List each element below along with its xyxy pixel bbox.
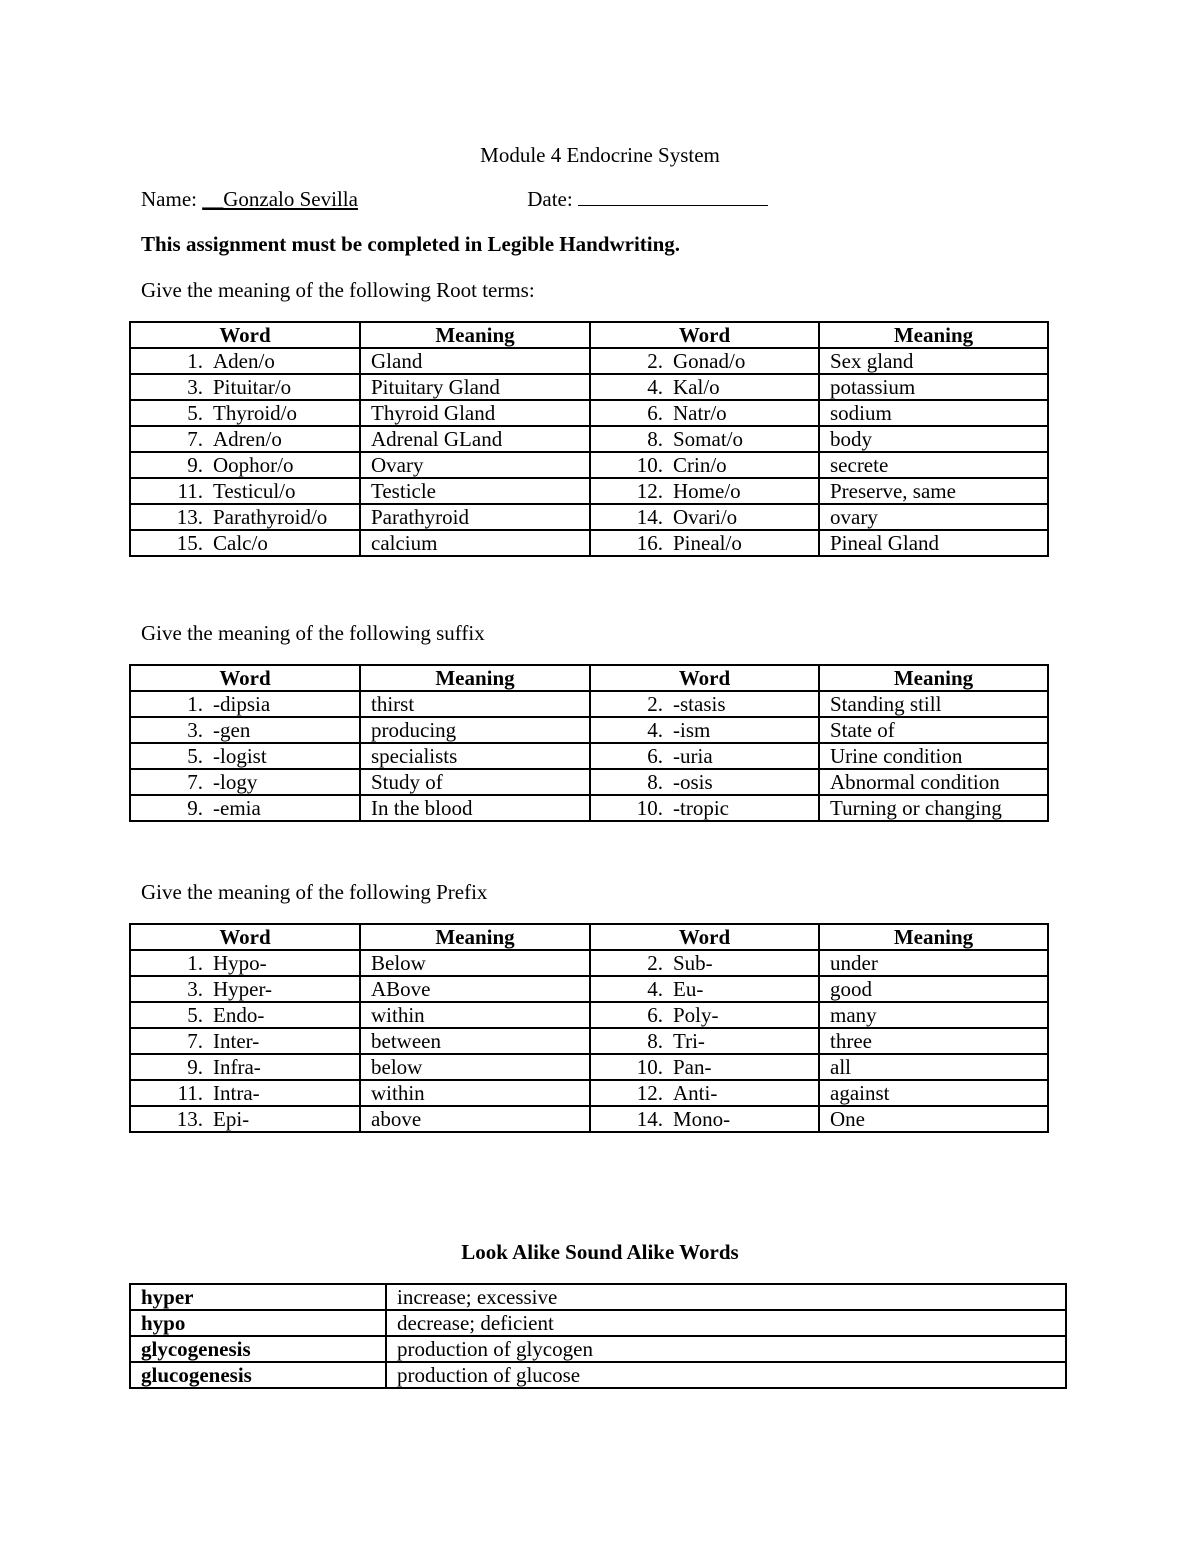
term-text: Endo- [213, 1003, 265, 1027]
meaning-cell[interactable]: Standing still [819, 691, 1048, 717]
word-cell [130, 478, 360, 504]
item-number: 7. [187, 427, 203, 451]
term-text: -osis [673, 770, 713, 794]
word-cell [130, 950, 360, 976]
term-text: Hypo- [213, 951, 267, 975]
item-number: 3. [187, 718, 203, 742]
lasa-term: hyper [130, 1284, 386, 1310]
table-row [130, 426, 1048, 452]
word-cell [590, 795, 819, 821]
item-number: 5. [187, 1003, 203, 1027]
term-text: Hyper- [213, 977, 273, 1001]
meaning-cell[interactable]: Pineal Gland [819, 530, 1048, 556]
prefixes-prompt: Give the meaning of the following Prefix [141, 880, 488, 904]
word-cell [130, 1028, 360, 1054]
word-cell [130, 1002, 360, 1028]
term-text: Anti- [673, 1081, 718, 1105]
item-number: 8. [647, 1029, 663, 1053]
table-row [130, 478, 1048, 504]
table-row [130, 1362, 1066, 1388]
term-text: Pineal/o [673, 531, 742, 555]
table-row [130, 1284, 1066, 1310]
word-cell [590, 743, 819, 769]
word-cell [130, 452, 360, 478]
meaning-cell[interactable]: producing [360, 717, 590, 743]
meaning-cell[interactable]: calcium [360, 530, 590, 556]
term-text: Mono- [673, 1107, 731, 1131]
term-text: Aden/o [213, 349, 275, 373]
roots-prompt: Give the meaning of the following Root terms: [141, 278, 535, 302]
item-number: 4. [647, 977, 663, 1001]
word-cell [590, 1080, 819, 1106]
item-number: 9. [187, 1055, 203, 1079]
word-cell [590, 769, 819, 795]
meaning-cell[interactable]: ABove [360, 976, 590, 1002]
item-number: 2. [647, 951, 663, 975]
word-cell [590, 348, 819, 374]
meaning-cell[interactable]: Turning or changing [819, 795, 1048, 821]
item-number: 4. [647, 375, 663, 399]
suffixes-table [129, 664, 1049, 822]
word-cell [590, 400, 819, 426]
item-number: 8. [647, 770, 663, 794]
term-text: Infra- [213, 1055, 261, 1079]
meaning-cell[interactable]: thirst [360, 691, 590, 717]
lasa-meaning: decrease; deficient [386, 1310, 1066, 1336]
lasa-title: Look Alike Sound Alike Words [461, 1240, 739, 1264]
word-header: Word [590, 665, 819, 691]
word-cell [130, 717, 360, 743]
meaning-cell[interactable]: under [819, 950, 1048, 976]
header-row [130, 924, 1048, 950]
item-number: 11. [177, 479, 203, 503]
term-text: Parathyroid/o [213, 505, 328, 529]
word-header: Word [130, 924, 360, 950]
item-number: 14. [636, 505, 663, 529]
suffixes-prompt: Give the meaning of the following suffix [141, 621, 485, 645]
item-number: 3. [187, 375, 203, 399]
lasa-table [129, 1283, 1067, 1389]
term-text: -tropic [673, 796, 729, 820]
item-number: 3. [187, 977, 203, 1001]
meaning-header: Meaning [819, 924, 1048, 950]
meaning-header: Meaning [360, 322, 590, 348]
word-cell [130, 426, 360, 452]
lasa-meaning: increase; excessive [386, 1284, 1066, 1310]
term-text: Sub- [673, 951, 713, 975]
item-number: 11. [177, 1081, 203, 1105]
term-text: -gen [213, 718, 251, 742]
word-cell [590, 374, 819, 400]
meaning-header: Meaning [360, 665, 590, 691]
meaning-cell[interactable]: Preserve, same [819, 478, 1048, 504]
word-cell [130, 976, 360, 1002]
term-text: Pituitar/o [213, 375, 292, 399]
lasa-meaning: production of glucose [386, 1362, 1066, 1388]
table-row [130, 530, 1048, 556]
word-cell [590, 1028, 819, 1054]
item-number: 7. [187, 1029, 203, 1053]
meaning-cell[interactable]: between [360, 1028, 590, 1054]
word-cell [130, 504, 360, 530]
table-row [130, 1310, 1066, 1336]
meaning-cell[interactable]: Abnormal condition [819, 769, 1048, 795]
term-text: Calc/o [213, 531, 268, 555]
meaning-cell[interactable]: In the blood [360, 795, 590, 821]
item-number: 12. [636, 479, 663, 503]
word-header: Word [130, 665, 360, 691]
term-text: -logy [213, 770, 258, 794]
meaning-cell[interactable]: Parathyroid [360, 504, 590, 530]
meaning-cell[interactable]: Gland [360, 348, 590, 374]
term-text: Crin/o [673, 453, 727, 477]
meaning-cell[interactable]: sodium [819, 400, 1048, 426]
item-number: 2. [647, 349, 663, 373]
term-text: Natr/o [673, 401, 727, 425]
item-number: 12. [636, 1081, 663, 1105]
term-text: Testicul/o [213, 479, 296, 503]
table-row [130, 452, 1048, 478]
meaning-cell[interactable]: against [819, 1080, 1048, 1106]
name-field[interactable] [202, 187, 522, 211]
word-cell [130, 1054, 360, 1080]
meaning-cell[interactable]: three [819, 1028, 1048, 1054]
item-number: 16. [636, 531, 663, 555]
name-label: Name: [141, 187, 197, 211]
item-number: 6. [647, 1003, 663, 1027]
table-row [130, 795, 1048, 821]
word-cell [590, 950, 819, 976]
term-text: Adren/o [213, 427, 282, 451]
item-number: 10. [636, 796, 663, 820]
term-text: -dipsia [213, 692, 271, 716]
word-cell [590, 426, 819, 452]
table-row [130, 717, 1048, 743]
prefixes-table [129, 923, 1049, 1133]
word-cell [590, 717, 819, 743]
meaning-cell[interactable]: within [360, 1080, 590, 1106]
item-number: 7. [187, 770, 203, 794]
header-row [130, 322, 1048, 348]
term-text: Eu- [673, 977, 704, 1001]
lasa-term: hypo [130, 1310, 386, 1336]
meaning-cell[interactable]: specialists [360, 743, 590, 769]
table-row [130, 950, 1048, 976]
word-cell [590, 452, 819, 478]
table-row [130, 1336, 1066, 1362]
table-row [130, 743, 1048, 769]
table-row [130, 976, 1048, 1002]
meaning-cell[interactable]: One [819, 1106, 1048, 1132]
word-cell [130, 795, 360, 821]
term-text: Kal/o [673, 375, 720, 399]
item-number: 1. [187, 692, 203, 716]
item-number: 6. [647, 401, 663, 425]
meaning-cell[interactable]: above [360, 1106, 590, 1132]
meaning-cell[interactable]: Urine condition [819, 743, 1048, 769]
term-text: Gonad/o [673, 349, 746, 373]
word-header: Word [130, 322, 360, 348]
term-text: Epi- [213, 1107, 250, 1131]
term-text: Poly- [673, 1003, 719, 1027]
meaning-cell[interactable]: Ovary [360, 452, 590, 478]
meaning-cell[interactable]: body [819, 426, 1048, 452]
meaning-cell[interactable]: below [360, 1054, 590, 1080]
meaning-cell[interactable]: State of [819, 717, 1048, 743]
term-text: Ovari/o [673, 505, 738, 529]
word-cell [590, 478, 819, 504]
meaning-cell[interactable]: within [360, 1002, 590, 1028]
roots-table [129, 321, 1049, 557]
meaning-cell[interactable]: Pituitary Gland [360, 374, 590, 400]
word-cell [590, 504, 819, 530]
item-number: 14. [636, 1107, 663, 1131]
word-cell [130, 769, 360, 795]
table-row [130, 1028, 1048, 1054]
word-cell [130, 1106, 360, 1132]
meaning-cell[interactable]: potassium [819, 374, 1048, 400]
word-cell [130, 400, 360, 426]
term-text: -stasis [673, 692, 726, 716]
page-title: Module 4 Endocrine System [480, 143, 720, 167]
meaning-cell[interactable]: secrete [819, 452, 1048, 478]
word-cell [590, 1002, 819, 1028]
name-date-line [141, 187, 768, 212]
item-number: 1. [187, 951, 203, 975]
item-number: 8. [647, 427, 663, 451]
table-row [130, 769, 1048, 795]
meaning-cell[interactable]: Below [360, 950, 590, 976]
table-row [130, 1106, 1048, 1132]
table-row [130, 348, 1048, 374]
meaning-cell[interactable]: Sex gland [819, 348, 1048, 374]
meaning-header: Meaning [360, 924, 590, 950]
item-number: 5. [187, 401, 203, 425]
word-header: Word [590, 322, 819, 348]
item-number: 10. [636, 1055, 663, 1079]
term-text: -ism [673, 718, 711, 742]
meaning-cell[interactable]: Thyroid Gland [360, 400, 590, 426]
word-cell [590, 691, 819, 717]
item-number: 6. [647, 744, 663, 768]
lasa-meaning: production of glycogen [386, 1336, 1066, 1362]
table-row [130, 1054, 1048, 1080]
lasa-term: glycogenesis [130, 1336, 386, 1362]
lasa-term: glucogenesis [130, 1362, 386, 1388]
meaning-cell[interactable]: good [819, 976, 1048, 1002]
term-text: Pan- [673, 1055, 712, 1079]
term-text: Inter- [213, 1029, 260, 1053]
item-number: 13. [176, 1107, 203, 1131]
table-row [130, 504, 1048, 530]
word-cell [590, 530, 819, 556]
item-number: 1. [187, 349, 203, 373]
meaning-cell[interactable]: Testicle [360, 478, 590, 504]
meaning-cell[interactable]: all [819, 1054, 1048, 1080]
meaning-cell[interactable]: many [819, 1002, 1048, 1028]
item-number: 10. [636, 453, 663, 477]
term-text: Tri- [673, 1029, 705, 1053]
table-row [130, 400, 1048, 426]
meaning-header: Meaning [819, 322, 1048, 348]
word-cell [590, 1106, 819, 1132]
word-cell [590, 976, 819, 1002]
word-cell [590, 1054, 819, 1080]
table-row [130, 1080, 1048, 1106]
meaning-cell[interactable]: Study of [360, 769, 590, 795]
meaning-cell[interactable]: ovary [819, 504, 1048, 530]
word-cell [130, 374, 360, 400]
item-number: 9. [187, 453, 203, 477]
term-text: Oophor/o [213, 453, 294, 477]
instruction-text: This assignment must be completed in Legible Handwriting. [141, 232, 681, 256]
item-number: 5. [187, 744, 203, 768]
word-cell [130, 1080, 360, 1106]
term-text: Thyroid/o [213, 401, 297, 425]
word-cell [130, 691, 360, 717]
table-row [130, 374, 1048, 400]
date-label: Date: [527, 187, 573, 211]
meaning-cell[interactable]: Adrenal GLand [360, 426, 590, 452]
header-row [130, 665, 1048, 691]
word-cell [130, 743, 360, 769]
term-text: -uria [673, 744, 713, 768]
table-row [130, 1002, 1048, 1028]
table-row [130, 691, 1048, 717]
item-number: 15. [176, 531, 203, 555]
item-number: 13. [176, 505, 203, 529]
date-field[interactable] [578, 189, 768, 206]
meaning-header: Meaning [819, 665, 1048, 691]
term-text: -emia [213, 796, 261, 820]
term-text: Intra- [213, 1081, 260, 1105]
word-cell [130, 530, 360, 556]
term-text: -logist [213, 744, 267, 768]
item-number: 2. [647, 692, 663, 716]
name-value: __Gonzalo Sevilla [202, 187, 358, 211]
item-number: 9. [187, 796, 203, 820]
term-text: Somat/o [673, 427, 744, 451]
item-number: 4. [647, 718, 663, 742]
term-text: Home/o [673, 479, 741, 503]
word-cell [130, 348, 360, 374]
word-header: Word [590, 924, 819, 950]
